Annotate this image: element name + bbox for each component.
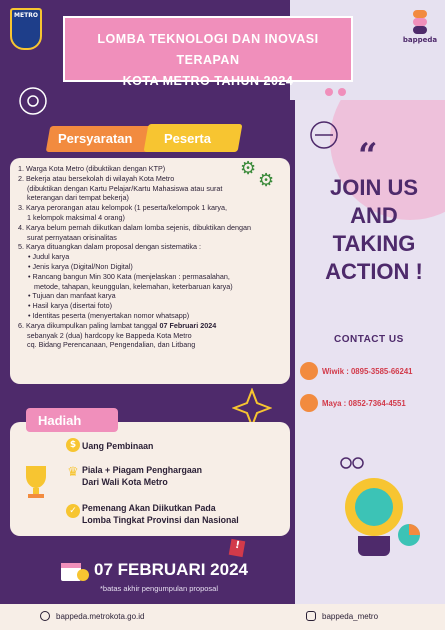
lightbulb-base — [358, 536, 390, 556]
contact-maya[interactable]: Maya : 0852-7364-4551 — [322, 399, 406, 408]
bullet-text: Tujuan dan manfaat karya — [32, 291, 116, 301]
bullet-text: Identitas peserta (menyertakan nomor whatsapp) — [32, 310, 190, 320]
prize-line: Uang Pembinaan — [82, 441, 154, 451]
requirement-item-detail: (dibuktikan dengan Kartu Pelajar/Kartu Mahasiswa atau surat — [27, 183, 223, 193]
alert-icon: ! — [229, 539, 246, 557]
title-line-2: KOTA METRO TAHUN 2024 — [122, 74, 294, 88]
prize-line: Dari Wali Kota Metro — [82, 477, 168, 487]
bullet-text: Jenis karya (Digital/Non Digital) — [32, 261, 133, 271]
requirement-bullet-detail: metode, tahapan, keunggulan, kelemahan, keterbaruan karya) — [34, 281, 233, 291]
globe-icon — [40, 611, 50, 621]
cta-line: JOIN US — [329, 175, 419, 200]
gear-icon: ⚙ — [258, 170, 275, 191]
cta-line: AND — [350, 203, 398, 228]
requirements-list — [18, 164, 288, 350]
requirement-item-detail: cq. Bidang Perencanaan, Pengendalian, dan Litbang — [27, 340, 196, 350]
requirement-item: 1. Warga Kota Metro (dibuktikan dengan KTP) — [18, 164, 166, 173]
pie-chart-icon — [396, 522, 422, 548]
item6-prefix: 6. Karya dikumpulkan paling lambat tanggal — [18, 320, 160, 330]
prize-1 — [82, 440, 153, 452]
cta-line: ACTION ! — [325, 259, 423, 284]
deadline-note: *batas akhir pengumpulan proposal — [100, 584, 218, 593]
bappeda-logo — [400, 10, 440, 44]
footer-instagram[interactable]: bappeda_metro — [322, 612, 379, 621]
footer-website[interactable]: bappeda.metrokota.go.id — [56, 612, 145, 621]
requirement-item-detail: sebanyak 2 (dua) hardcopy ke Bappeda Kota Metro — [27, 330, 192, 340]
decorative-dot — [338, 88, 346, 96]
item6-date: 07 Februari 2024 — [159, 320, 217, 330]
contact-title: CONTACT US — [334, 334, 404, 345]
atom-icon — [355, 488, 393, 526]
trophy-hand-icon — [16, 462, 56, 502]
bappeda-mark-icon — [413, 10, 427, 34]
requirement-item: 4. Karya belum pernah diikutkan dalam lomba sejenis, dibuktikan dengan — [18, 222, 251, 232]
page-title — [63, 16, 353, 88]
coin-icon: $ — [66, 438, 80, 452]
requirement-item: 3. Karya perorangan atau kelompok (1 peserta/kelompok 1 karya, — [18, 203, 227, 213]
quote-mark: “ — [358, 136, 378, 176]
calendar-icon — [60, 560, 90, 582]
deadline-date: 07 FEBRUARI 2024 — [94, 560, 249, 579]
requirement-bullet: • Judul karya — [28, 252, 70, 262]
requirement-item-detail: surat pernyataan orisinalitas — [27, 232, 117, 242]
bullet-text: Rancang bangun Min 300 Kata (menjelaskan : permasalahan, — [32, 271, 230, 281]
prize-line: Pemenang Akan Diikutkan Pada — [82, 503, 216, 513]
person-icon — [300, 394, 318, 412]
requirement-item-detail: 1 kelompok maksimal 4 orang) — [27, 212, 125, 222]
prize-2 — [82, 464, 202, 488]
requirement-item-detail: keterangan dari tempat bekerja) — [27, 193, 129, 203]
requirement-bullet: • Hasil karya (disertai foto) — [28, 301, 113, 311]
requirement-bullet: • Jenis karya (Digital/Non Digital) — [28, 261, 133, 271]
prize-3 — [82, 502, 239, 526]
requirement-bullet: • Rancang bangun Min 300 Kata (menjelaskan : permasalahan, — [28, 271, 230, 281]
metro-logo — [10, 8, 42, 50]
brain-circuit-icon — [305, 118, 343, 152]
hadiah-ribbon-label: Hadiah — [38, 413, 82, 428]
requirement-bullet: • Identitas peserta (menyertakan nomor whatsapp) — [28, 310, 190, 320]
metro-logo-text: METRO — [14, 12, 38, 19]
bappeda-logo-text: bappeda — [402, 36, 438, 44]
cta-line: TAKING — [332, 231, 416, 256]
requirement-bullet: • Tujuan dan manfaat karya — [28, 291, 116, 301]
requirement-item: 5. Karya dituangkan dalam proposal dengan sistematika : — [18, 242, 201, 252]
gear-icon: ⚙ — [240, 158, 257, 179]
person-icon — [300, 362, 318, 380]
bullet-text: Hasil karya (disertai foto) — [32, 301, 113, 311]
requirements-ribbon-label-2: Peserta — [164, 131, 211, 146]
prize-line: Piala + Piagam Penghargaan — [82, 465, 203, 475]
prize-line: Lomba Tingkat Provinsi dan Nasional — [82, 515, 239, 525]
instagram-icon — [306, 611, 316, 621]
title-line-1: LOMBA TEKNOLOGI DAN INOVASI TERAPAN — [97, 32, 319, 67]
trophy-icon: ♛ — [67, 465, 79, 480]
cta-heading — [308, 174, 440, 286]
requirement-item: 2. Bekerja atau bersekolah di wilayah Kota Metro — [18, 173, 175, 183]
requirements-ribbon-label: Persyaratan — [58, 131, 133, 146]
brain-gear-icon — [14, 84, 52, 118]
contact-wiwik[interactable]: Wiwik : 0895-3585-66241 — [322, 367, 413, 376]
decorative-dot — [325, 88, 333, 96]
requirement-item — [18, 321, 288, 331]
bullet-text: Judul karya — [32, 252, 70, 262]
glasses-icon — [340, 456, 364, 470]
check-icon: ✓ — [66, 504, 80, 518]
